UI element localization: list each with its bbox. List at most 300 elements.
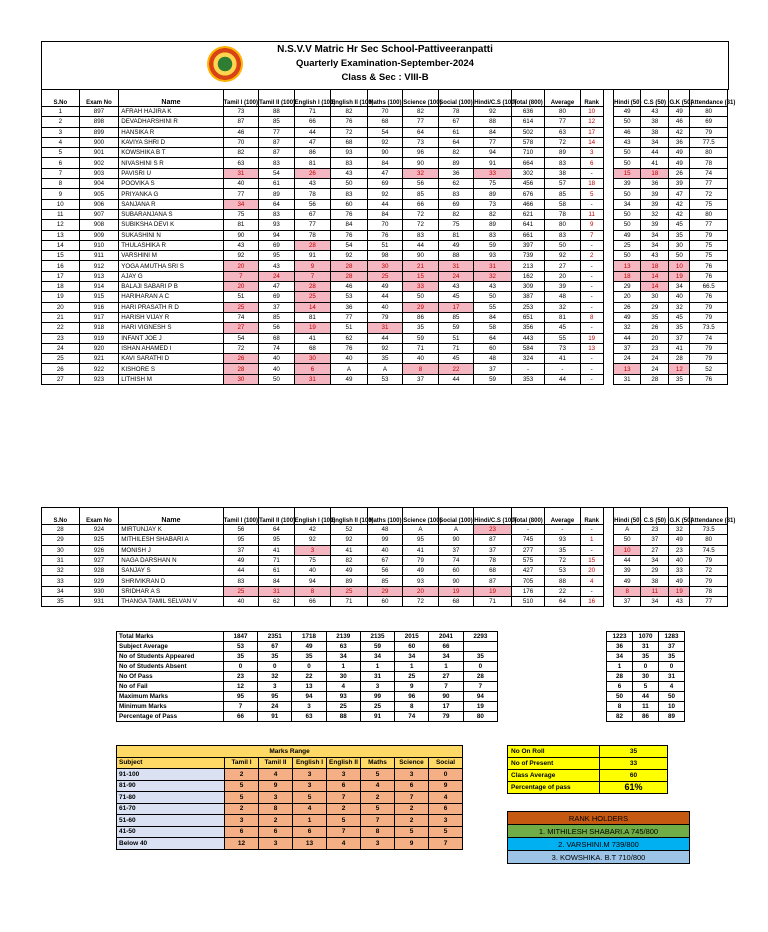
- cell: 49: [669, 576, 690, 586]
- student-row: [42, 189, 728, 199]
- student-name: HARIHARAN A C: [119, 292, 223, 302]
- summary-value: 89: [659, 712, 685, 722]
- cell: 90: [223, 230, 259, 240]
- cell: 575: [511, 555, 544, 565]
- range-label: 71-80: [117, 792, 225, 804]
- cell: 68: [294, 343, 331, 353]
- summary-value: 35: [463, 652, 497, 662]
- cell: 456: [511, 179, 544, 189]
- student-row: [42, 148, 728, 158]
- summary-value: 25: [360, 702, 394, 712]
- summary-value: 0: [463, 662, 497, 672]
- range-value: 1: [293, 815, 327, 827]
- summary-value: 2351: [258, 632, 292, 642]
- range-value: 6: [327, 780, 361, 792]
- cell: 24: [614, 354, 641, 364]
- report-header: [41, 41, 729, 90]
- cell: 49: [438, 240, 474, 250]
- cell: A: [403, 525, 439, 535]
- cell: 76: [331, 230, 368, 240]
- summary-row-optional: [607, 672, 685, 682]
- range-row: [117, 803, 463, 815]
- info-label: Class Average: [508, 770, 600, 782]
- cell: 83: [223, 576, 259, 586]
- cell: 10: [42, 199, 80, 209]
- cell: 64: [438, 137, 474, 147]
- student-name: NAGA DARSHAN N: [119, 555, 223, 565]
- cell: 32: [614, 323, 641, 333]
- column-header: Tamil I (100): [223, 508, 259, 525]
- cell: 36: [669, 137, 690, 147]
- column-header: Hindi (50): [614, 508, 641, 525]
- summary-value: 1070: [633, 632, 659, 642]
- student-row: [42, 545, 728, 555]
- cell: 59: [474, 240, 512, 250]
- range-label: Below 40: [117, 838, 225, 850]
- cell: 16: [580, 597, 603, 607]
- cell: 68: [474, 566, 512, 576]
- cell: 54: [259, 168, 295, 178]
- cell: 87: [259, 148, 295, 158]
- cell: 89: [474, 189, 512, 199]
- range-header: Maths: [361, 757, 395, 769]
- cell: 48: [474, 354, 512, 364]
- cell: 74.5: [690, 545, 728, 555]
- cell: 901: [79, 148, 119, 158]
- cell: 76: [331, 117, 368, 127]
- cell: 9: [580, 220, 603, 230]
- cell: 46: [669, 117, 690, 127]
- cell: 29: [403, 302, 439, 312]
- cell: 23: [474, 525, 512, 535]
- cell: 912: [79, 261, 119, 271]
- cell: 41: [669, 343, 690, 353]
- cell: 50: [545, 240, 581, 250]
- cell: 277: [511, 545, 544, 555]
- range-value: 3: [327, 769, 361, 781]
- summary-value: 27: [429, 672, 463, 682]
- summary-value: 17: [429, 702, 463, 712]
- cell: 47: [367, 168, 403, 178]
- summary-value: 10: [659, 702, 685, 712]
- cell: 13: [580, 343, 603, 353]
- cell: 13: [614, 364, 641, 374]
- cell: 75: [690, 240, 728, 250]
- summary-value: 5: [633, 682, 659, 692]
- range-value: 7: [361, 815, 395, 827]
- cell: 86: [403, 312, 439, 322]
- cell: 47: [669, 189, 690, 199]
- marks-table-1: [41, 89, 736, 385]
- info-label: Percentage of pass: [508, 782, 600, 794]
- cell: 1: [42, 107, 80, 117]
- column-header: Social (100): [438, 90, 474, 107]
- student-row: [42, 312, 728, 322]
- summary-value: 80: [463, 712, 497, 722]
- cell: 45: [545, 323, 581, 333]
- summary-value: 53: [223, 642, 257, 652]
- cell: 43: [259, 261, 295, 271]
- cell: 28: [331, 261, 368, 271]
- cell: -: [511, 525, 544, 535]
- cell: 32: [641, 209, 669, 219]
- cell: 900: [79, 137, 119, 147]
- range-row: [117, 792, 463, 804]
- student-name: THANGA TAMIL SELVAN V: [119, 597, 223, 607]
- cell: 59: [438, 323, 474, 333]
- cell: 28: [223, 364, 259, 374]
- cell: 82: [331, 107, 368, 117]
- cell: 91: [294, 251, 331, 261]
- cell: 77: [331, 312, 368, 322]
- cell: 92: [367, 189, 403, 199]
- range-value: 4: [361, 780, 395, 792]
- cell: 69: [259, 240, 295, 250]
- cell: 56: [259, 323, 295, 333]
- cell: 95: [259, 251, 295, 261]
- cell: 36: [438, 168, 474, 178]
- cell: 84: [331, 220, 368, 230]
- summary-value: 2041: [429, 632, 463, 642]
- cell: 50: [614, 535, 641, 545]
- range-header: English I: [293, 757, 327, 769]
- cell: 95: [259, 535, 295, 545]
- cell: 81: [545, 312, 581, 322]
- cell: 5: [42, 148, 80, 158]
- column-header: English I (100): [294, 90, 331, 107]
- cell: 41: [403, 545, 439, 555]
- cell: 24: [438, 271, 474, 281]
- cell: 43: [641, 251, 669, 261]
- summary-value: 31: [633, 642, 659, 652]
- cell: [603, 127, 613, 137]
- cell: 19: [580, 333, 603, 343]
- cell: 35: [669, 374, 690, 384]
- cell: 50: [259, 374, 295, 384]
- range-value: 7: [327, 792, 361, 804]
- cell: 85: [438, 312, 474, 322]
- cell: 47: [259, 282, 295, 292]
- student-row: [42, 566, 728, 576]
- rank-1: 1. MITHILESH SHABARI.A 745/800: [508, 825, 690, 838]
- range-value: 2: [225, 803, 259, 815]
- cell: 927: [79, 555, 119, 565]
- cell: 18: [641, 168, 669, 178]
- summary-value: 2293: [463, 632, 497, 642]
- summary-label: Subject Average: [117, 642, 224, 652]
- cell: 87: [259, 137, 295, 147]
- summary-value: 30: [633, 672, 659, 682]
- column-header: G.K (50): [669, 508, 690, 525]
- cell: 25: [614, 240, 641, 250]
- cell: 3: [42, 127, 80, 137]
- cell: 25: [294, 292, 331, 302]
- column-header: Average: [545, 90, 581, 107]
- cell: 72: [403, 597, 439, 607]
- cell: 19: [474, 586, 512, 596]
- cell: 70: [223, 137, 259, 147]
- range-value: 3: [293, 780, 327, 792]
- cell: 62: [331, 333, 368, 343]
- column-header: Exam No: [79, 90, 119, 107]
- summary-row-optional: [607, 662, 685, 672]
- cell: 77: [294, 220, 331, 230]
- marks-table-2: [41, 507, 736, 607]
- summary-value: 6: [607, 682, 633, 692]
- range-header: Tamil II: [259, 757, 293, 769]
- summary-label: Total Marks: [117, 632, 224, 642]
- cell: [603, 251, 613, 261]
- summary-row-optional: [607, 682, 685, 692]
- column-header: C.S (50): [641, 508, 669, 525]
- cell: 51: [438, 333, 474, 343]
- student-row: [42, 251, 728, 261]
- cell: 88: [545, 576, 581, 586]
- range-value: 3: [395, 769, 429, 781]
- cell: 3: [294, 545, 331, 555]
- cell: 40: [259, 364, 295, 374]
- cell: 929: [79, 576, 119, 586]
- summary-row-optional: [607, 642, 685, 652]
- cell: 20: [223, 282, 259, 292]
- cell: 71: [474, 597, 512, 607]
- range-value: 3: [429, 815, 463, 827]
- summary-value: 2015: [395, 632, 429, 642]
- cell: 93: [403, 576, 439, 586]
- student-row: [42, 586, 728, 596]
- cell: 89: [438, 158, 474, 168]
- cell: 70: [367, 220, 403, 230]
- cell: 78: [294, 230, 331, 240]
- cell: 41: [641, 158, 669, 168]
- student-name: KISHORE S: [119, 364, 223, 374]
- range-value: 9: [395, 838, 429, 850]
- cell: 95: [403, 535, 439, 545]
- cell: 745: [511, 535, 544, 545]
- cell: 82: [331, 555, 368, 565]
- cell: [603, 158, 613, 168]
- cell: 28: [331, 271, 368, 281]
- cell: 910: [79, 240, 119, 250]
- cell: 899: [79, 127, 119, 137]
- cell: 43: [331, 168, 368, 178]
- range-value: 3: [259, 838, 293, 850]
- student-row: [42, 374, 728, 384]
- cell: 15: [403, 271, 439, 281]
- cell: 40: [259, 354, 295, 364]
- cell: 72: [545, 137, 581, 147]
- school-name: N.S.V.V Matric Hr Sec School-Pattiveeranpatti: [277, 44, 493, 55]
- column-header: S.No: [42, 508, 80, 525]
- summary-value: 66: [429, 642, 463, 652]
- cell: 24: [641, 364, 669, 374]
- cell: 4: [42, 137, 80, 147]
- column-header: Hindi/C.S (100): [474, 90, 512, 107]
- cell: 87: [223, 117, 259, 127]
- student-row: [42, 168, 728, 178]
- cell: 93: [474, 251, 512, 261]
- cell: 15: [614, 168, 641, 178]
- cell: 92: [331, 535, 368, 545]
- range-value: 7: [429, 838, 463, 850]
- cell: 89: [259, 189, 295, 199]
- cell: 28: [294, 240, 331, 250]
- cell: 80: [690, 535, 728, 545]
- cell: 76: [690, 261, 728, 271]
- range-value: 3: [259, 792, 293, 804]
- cell: -: [580, 261, 603, 271]
- cell: 7: [294, 271, 331, 281]
- cell: 76: [331, 209, 368, 219]
- cell: 41: [294, 333, 331, 343]
- cell: 10: [580, 107, 603, 117]
- summary-value: 95: [258, 692, 292, 702]
- cell: 83: [331, 189, 368, 199]
- cell: 36: [331, 302, 368, 312]
- cell: 44: [438, 374, 474, 384]
- student-name: KOWSHIKA B T: [119, 148, 223, 158]
- column-header: Science (100): [403, 508, 439, 525]
- cell: 79: [690, 555, 728, 565]
- cell: [603, 333, 613, 343]
- cell: 39: [614, 179, 641, 189]
- cell: 18: [641, 261, 669, 271]
- range-value: 6: [429, 803, 463, 815]
- cell: 29: [641, 566, 669, 576]
- summary-value: 63: [292, 712, 326, 722]
- summary-value: 35: [258, 652, 292, 662]
- summary-table-optional: [606, 631, 685, 722]
- summary-value: 1: [607, 662, 633, 672]
- cell: -: [580, 292, 603, 302]
- range-value: 5: [225, 780, 259, 792]
- cell: 40: [669, 555, 690, 565]
- cell: 39: [641, 199, 669, 209]
- cell: 27: [545, 261, 581, 271]
- cell: 915: [79, 292, 119, 302]
- summary-value: 59: [360, 642, 394, 652]
- student-name: INFANT JOE J: [119, 333, 223, 343]
- cell: 68: [438, 597, 474, 607]
- cell: 614: [511, 117, 544, 127]
- student-name: KAVI SARATHI D: [119, 354, 223, 364]
- cell: 14: [580, 137, 603, 147]
- cell: -: [580, 271, 603, 281]
- student-row: [42, 292, 728, 302]
- summary-value: 1: [360, 662, 394, 672]
- cell: 67: [438, 117, 474, 127]
- cell: [603, 271, 613, 281]
- cell: 70: [367, 107, 403, 117]
- cell: 19: [669, 586, 690, 596]
- cell: -: [580, 545, 603, 555]
- summary-row: [117, 692, 498, 702]
- cell: 76: [690, 271, 728, 281]
- summary-value: 7: [463, 682, 497, 692]
- cell: 176: [511, 586, 544, 596]
- cell: 253: [511, 302, 544, 312]
- cell: 34: [641, 240, 669, 250]
- column-header: Rank: [580, 508, 603, 525]
- cell: 78: [690, 586, 728, 596]
- summary-value: 74: [395, 712, 429, 722]
- cell: 9: [42, 189, 80, 199]
- cell: -: [545, 525, 581, 535]
- summary-value: 1: [326, 662, 360, 672]
- cell: 92: [367, 137, 403, 147]
- student-row: [42, 179, 728, 189]
- cell: 32: [403, 168, 439, 178]
- cell: 907: [79, 209, 119, 219]
- cell: 80: [545, 107, 581, 117]
- student-row: [42, 302, 728, 312]
- cell: 43: [669, 597, 690, 607]
- column-header: Total (800): [511, 508, 544, 525]
- summary-value: 34: [395, 652, 429, 662]
- cell: 83: [403, 230, 439, 240]
- cell: 25: [42, 354, 80, 364]
- cell: 34: [641, 597, 669, 607]
- cell: 8: [403, 364, 439, 374]
- cell: 621: [511, 209, 544, 219]
- cell: 56: [223, 525, 259, 535]
- cell: 57: [545, 179, 581, 189]
- cell: 7: [223, 271, 259, 281]
- cell: 31: [614, 374, 641, 384]
- cell: 324: [511, 354, 544, 364]
- summary-value: 94: [463, 692, 497, 702]
- cell: 25: [223, 302, 259, 312]
- range-value: 0: [429, 769, 463, 781]
- cell: 55: [474, 302, 512, 312]
- student-name: BALAJI SABARI P B: [119, 282, 223, 292]
- cell: 19: [669, 271, 690, 281]
- column-header: Exam No: [79, 508, 119, 525]
- summary-row-optional: [607, 632, 685, 642]
- info-value: 60: [600, 770, 668, 782]
- cell: 92: [367, 343, 403, 353]
- cell: 22: [545, 586, 581, 596]
- cell: 90: [367, 148, 403, 158]
- cell: 84: [474, 127, 512, 137]
- cell: 75: [223, 209, 259, 219]
- cell: 90: [403, 158, 439, 168]
- summary-row: [117, 652, 498, 662]
- cell: 40: [223, 179, 259, 189]
- cell: 29: [42, 535, 80, 545]
- student-name: HANSIKA R: [119, 127, 223, 137]
- cell: 913: [79, 271, 119, 281]
- summary-value: 8: [395, 702, 429, 712]
- cell: 926: [79, 545, 119, 555]
- cell: 64: [259, 199, 295, 209]
- cell: 34: [641, 555, 669, 565]
- cell: 75: [690, 199, 728, 209]
- cell: 38: [545, 168, 581, 178]
- rank-2: 2. VARSHINI.M 739/800: [508, 838, 690, 851]
- cell: 931: [79, 597, 119, 607]
- cell: 50: [614, 189, 641, 199]
- cell: [603, 137, 613, 147]
- summary-label: No of Students Absent: [117, 662, 224, 672]
- cell: 77: [690, 220, 728, 230]
- cell: 83: [545, 230, 581, 240]
- cell: 73: [403, 137, 439, 147]
- cell: 14: [641, 271, 669, 281]
- summary-value: 11: [633, 702, 659, 712]
- summary-table: [116, 631, 498, 722]
- cell: 28: [42, 525, 80, 535]
